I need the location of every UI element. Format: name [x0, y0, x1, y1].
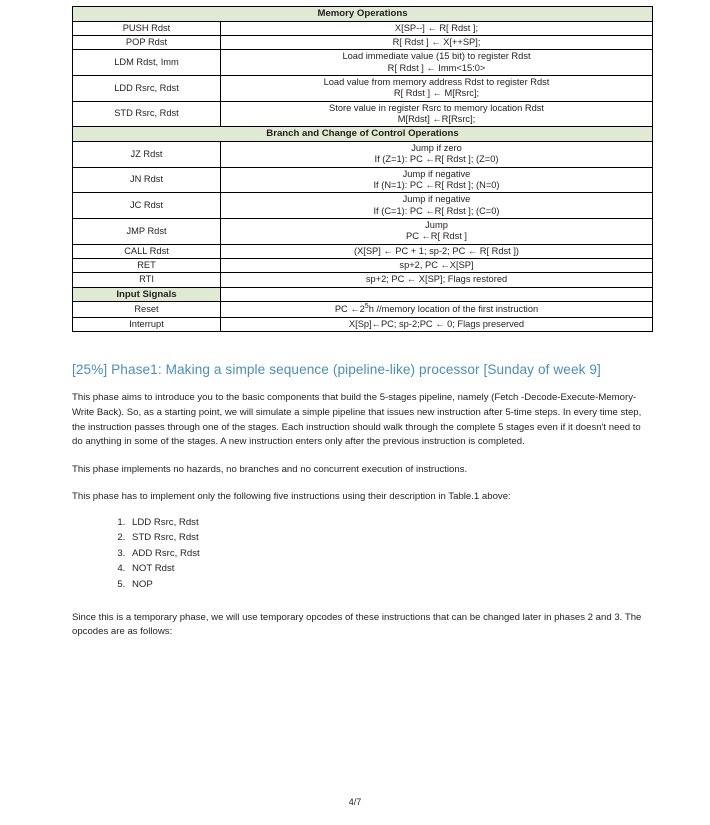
instruction-mnemonic: JN Rdst	[73, 167, 221, 193]
table-section-header	[73, 7, 653, 22]
instruction-mnemonic: RTI	[73, 273, 221, 287]
paragraph-closing: Since this is a temporary phase, we will use temporary opcodes of these instructions that can be changed later in phases 2 and 3. The opcodes are as follows:	[72, 611, 642, 638]
table-row	[73, 76, 653, 102]
table-row	[73, 317, 653, 331]
instruction-description: sp+2, PC ←X[SP]	[221, 258, 653, 272]
paragraph-intro: This phase aims to introduce you to the basic components that build the 5-stages pipeline, namely (Fetch -Decode-Execute-Memory-Write Back). So, as a starting point, we will simulate a simple pipeline that issues new instruction after 5-time steps. In every time step, the instruction passes through one of the stages. Each instruction should walk through the complete 5 stages even if it doesn't need to do anything in some of the stages. A new instruction enters only after the previous instruction is completed.	[72, 392, 642, 448]
instruction-mnemonic: PUSH Rdst	[73, 21, 221, 35]
instruction-description: (X[SP] ← PC + 1; sp-2; PC ← R[ Rdst ])	[221, 244, 653, 258]
list-item: 3. ADD Rsrc, Rdst	[128, 546, 653, 562]
table-section-header	[73, 127, 653, 142]
instruction-description: sp+2; PC ← X[SP]; Flags restored	[221, 273, 653, 287]
table-row	[73, 50, 653, 76]
table-row	[73, 142, 653, 168]
list-item: 4. NOT Rdst	[128, 561, 653, 577]
instruction-mnemonic: Interrupt	[73, 317, 221, 331]
instruction-mnemonic: JMP Rdst	[73, 219, 221, 245]
table-row	[73, 258, 653, 272]
table-row	[73, 193, 653, 219]
table-row	[73, 167, 653, 193]
table-row	[73, 101, 653, 127]
list-item: 5. NOP	[128, 577, 653, 593]
instruction-description: Jump if negative If (C=1): PC ←R[ Rdst ]; (C=0)	[221, 193, 653, 219]
list-item: 1. LDD Rsrc, Rdst	[128, 515, 653, 531]
instruction-description: Jump PC ←R[ Rdst ]	[221, 219, 653, 245]
instruction-mnemonic: Reset	[73, 302, 221, 317]
table-section-title: Input Signals	[73, 287, 221, 302]
instruction-description: Load immediate value (15 bit) to register Rdst R[ Rdst ] ← Imm<15:0>	[221, 50, 653, 76]
page-heading: [25%] Phase1: Making a simple sequence (pipeline-like) processor [Sunday of week 9]	[72, 362, 601, 378]
instruction-description: Jump if zero If (Z=1): PC ←R[ Rdst ]; (Z=0)	[221, 142, 653, 168]
table-row	[73, 219, 653, 245]
instruction-description: R[ Rdst ] ← X[++SP];	[221, 36, 653, 50]
instruction-mnemonic: RET	[73, 258, 221, 272]
table-section-title: Memory Operations	[73, 7, 653, 22]
instruction-list	[72, 515, 653, 593]
paragraph-instructions-intro: This phase has to implement only the following five instructions using their description in Table.1 above:	[72, 491, 511, 503]
instruction-mnemonic: LDD Rsrc, Rdst	[73, 76, 221, 102]
table-section-spacer	[221, 287, 653, 302]
list-item: 2. STD Rsrc, Rdst	[128, 530, 653, 546]
instruction-mnemonic: CALL Rdst	[73, 244, 221, 258]
instruction-description: Store value in register Rsrc to memory location Rdst M[Rdst] ←R[Rsrc];	[221, 101, 653, 127]
instruction-description: X[Sp]←PC; sp-2;PC ← 0; Flags preserved	[221, 317, 653, 331]
instruction-description: Jump if negative If (N=1): PC ←R[ Rdst ]; (N=0)	[221, 167, 653, 193]
instruction-mnemonic: STD Rsrc, Rdst	[73, 101, 221, 127]
instruction-description: PC $\leftarrow 2^5h$ //memory location of the first instruction	[221, 302, 653, 317]
page-footer: 4/7	[348, 797, 362, 807]
isa-table-body	[73, 7, 653, 332]
table-row	[73, 302, 653, 317]
instruction-mnemonic: JC Rdst	[73, 193, 221, 219]
instruction-description: X[SP--] ← R[ Rdst ];	[221, 21, 653, 35]
table-section-header	[73, 287, 653, 302]
table-row	[73, 244, 653, 258]
table-section-title: Branch and Change of Control Operations	[73, 127, 653, 142]
instruction-description: Load value from memory address Rdst to register Rdst R[ Rdst ] ← M[Rsrc];	[221, 76, 653, 102]
instruction-mnemonic: LDM Rdst, Imm	[73, 50, 221, 76]
table-row	[73, 21, 653, 35]
paragraph-hazards: This phase implements no hazards, no branches and no concurrent execution of instructions.	[72, 463, 468, 475]
table-row	[73, 36, 653, 50]
instruction-mnemonic: JZ Rdst	[73, 142, 221, 168]
table-row	[73, 273, 653, 287]
isa-table	[72, 6, 653, 332]
instruction-mnemonic: POP Rdst	[73, 36, 221, 50]
